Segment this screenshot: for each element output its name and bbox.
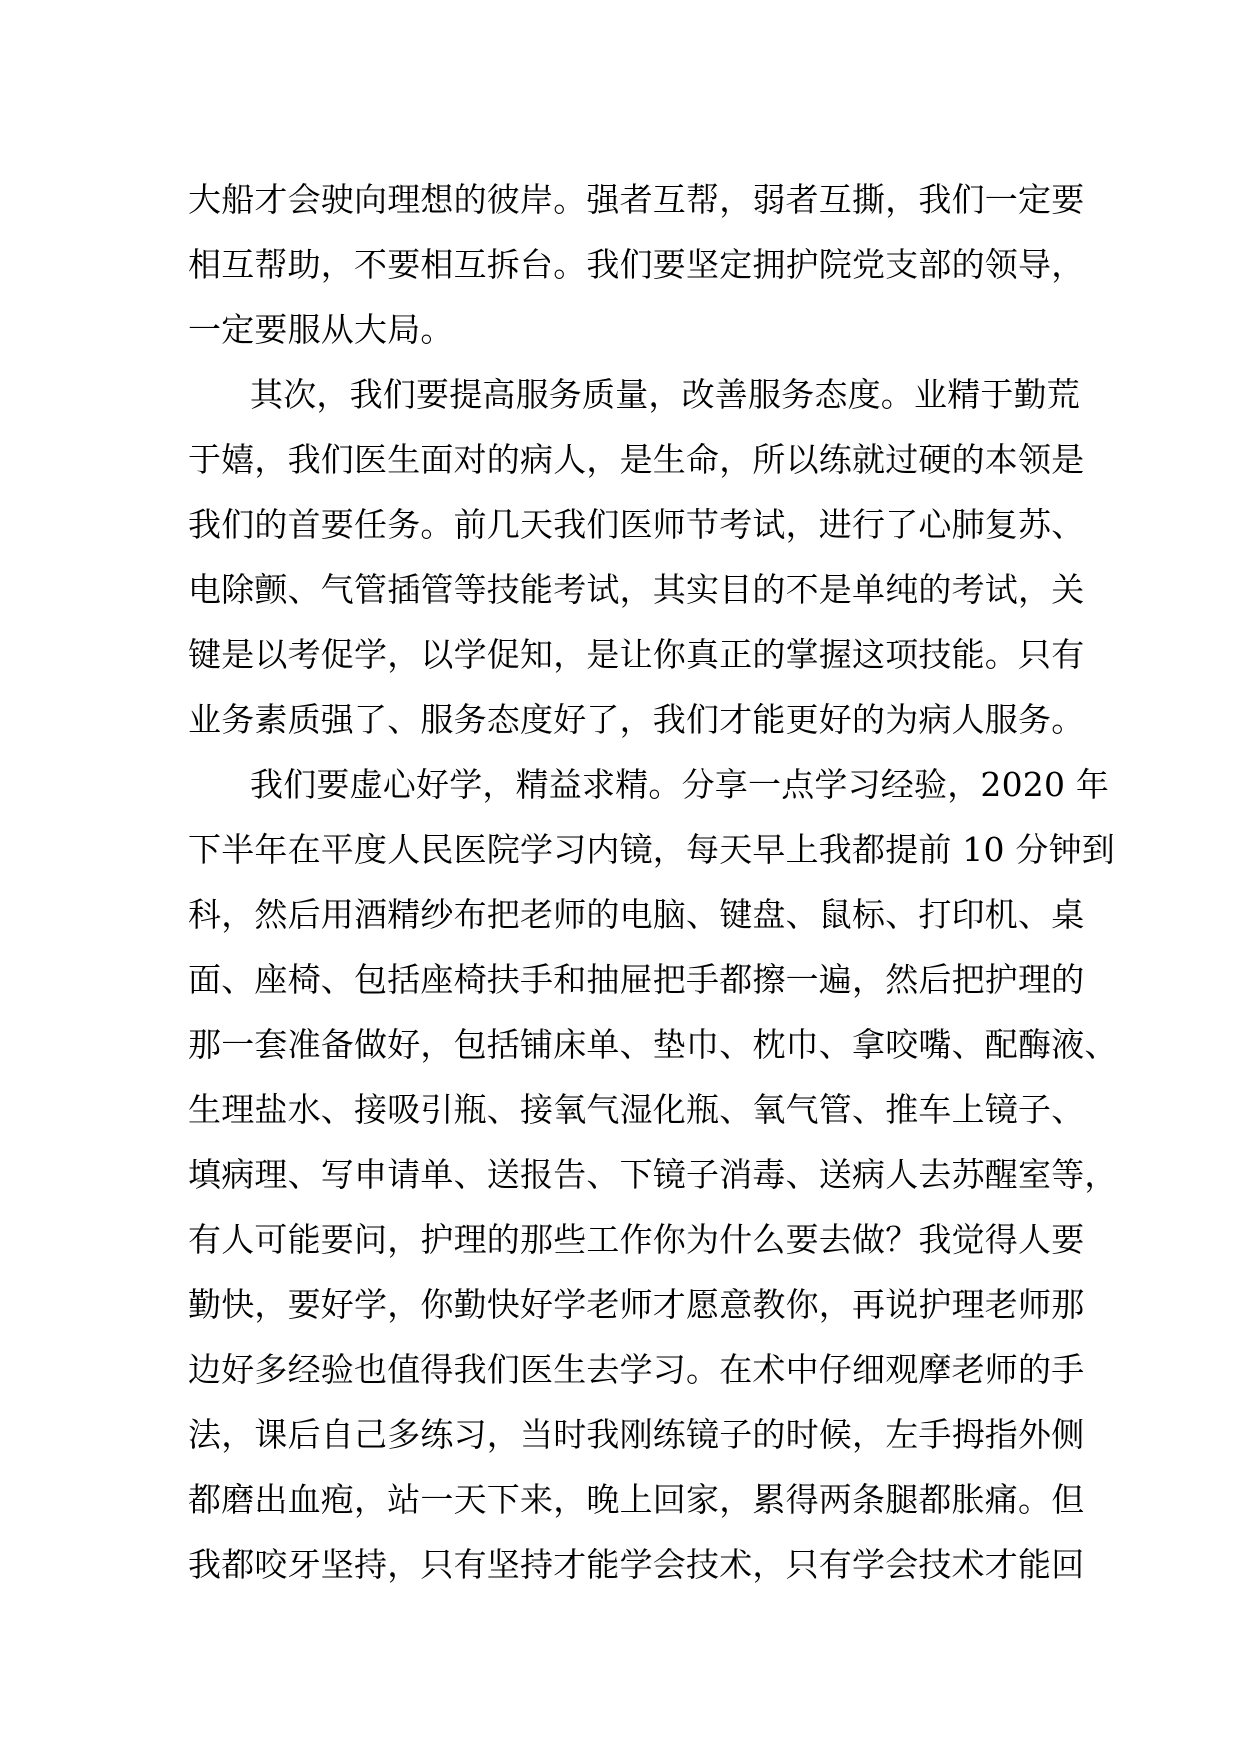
text-line: 于嬉，我们医生面对的病人，是生命，所以练就过硬的本领是	[188, 440, 1085, 479]
text-line: 科，然后用酒精纱布把老师的电脑、键盘、鼠标、打印机、桌	[188, 895, 1085, 934]
text-line: 下半年在平度人民医院学习内镜，每天早上我都提前 10 分钟到	[188, 830, 1115, 869]
text-line: 填病理、写申请单、送报告、下镜子消毒、送病人去苏醒室等，	[188, 1155, 1118, 1194]
text-line: 电除颤、气管插管等技能考试，其实目的不是单纯的考试，关	[188, 570, 1085, 609]
text-line: 生理盐水、接吸引瓶、接氧气湿化瓶、氧气管、推车上镜子、	[188, 1090, 1085, 1129]
text-line: 一定要服从大局。	[188, 310, 454, 349]
body-text	[188, 167, 1118, 1597]
text-line: 我都咬牙坚持，只有坚持才能学会技术，只有学会技术才能回	[188, 1545, 1085, 1584]
text-line: 业务素质强了、服务态度好了，我们才能更好的为病人服务。	[188, 700, 1085, 739]
text-line: 其次，我们要提高服务质量，改善服务态度。业精于勤荒	[250, 375, 1080, 414]
text-line: 法，课后自己多练习，当时我刚练镜子的时候，左手拇指外侧	[188, 1415, 1085, 1454]
text-line: 我们的首要任务。前几天我们医师节考试，进行了心肺复苏、	[188, 505, 1085, 544]
text-line: 大船才会驶向理想的彼岸。强者互帮，弱者互撕，我们一定要	[188, 180, 1085, 219]
text-line: 边好多经验也值得我们医生去学习。在术中仔细观摩老师的手	[188, 1350, 1085, 1389]
text-line: 勤快，要好学，你勤快好学老师才愿意教你，再说护理老师那	[188, 1285, 1085, 1324]
text-line: 有人可能要问，护理的那些工作你为什么要去做？我觉得人要	[188, 1220, 1085, 1259]
text-line: 都磨出血疱，站一天下来，晚上回家，累得两条腿都胀痛。但	[188, 1480, 1085, 1519]
text-line: 面、座椅、包括座椅扶手和抽屉把手都擦一遍，然后把护理的	[188, 960, 1085, 999]
text-line: 键是以考促学，以学促知，是让你真正的掌握这项技能。只有	[188, 635, 1085, 674]
text-line: 那一套准备做好，包括铺床单、垫巾、枕巾、拿咬嘴、配酶液、	[188, 1025, 1118, 1064]
text-line: 相互帮助，不要相互拆台。我们要坚定拥护院党支部的领导，	[188, 245, 1085, 284]
text-line: 我们要虚心好学，精益求精。分享一点学习经验，2020 年	[250, 765, 1110, 804]
